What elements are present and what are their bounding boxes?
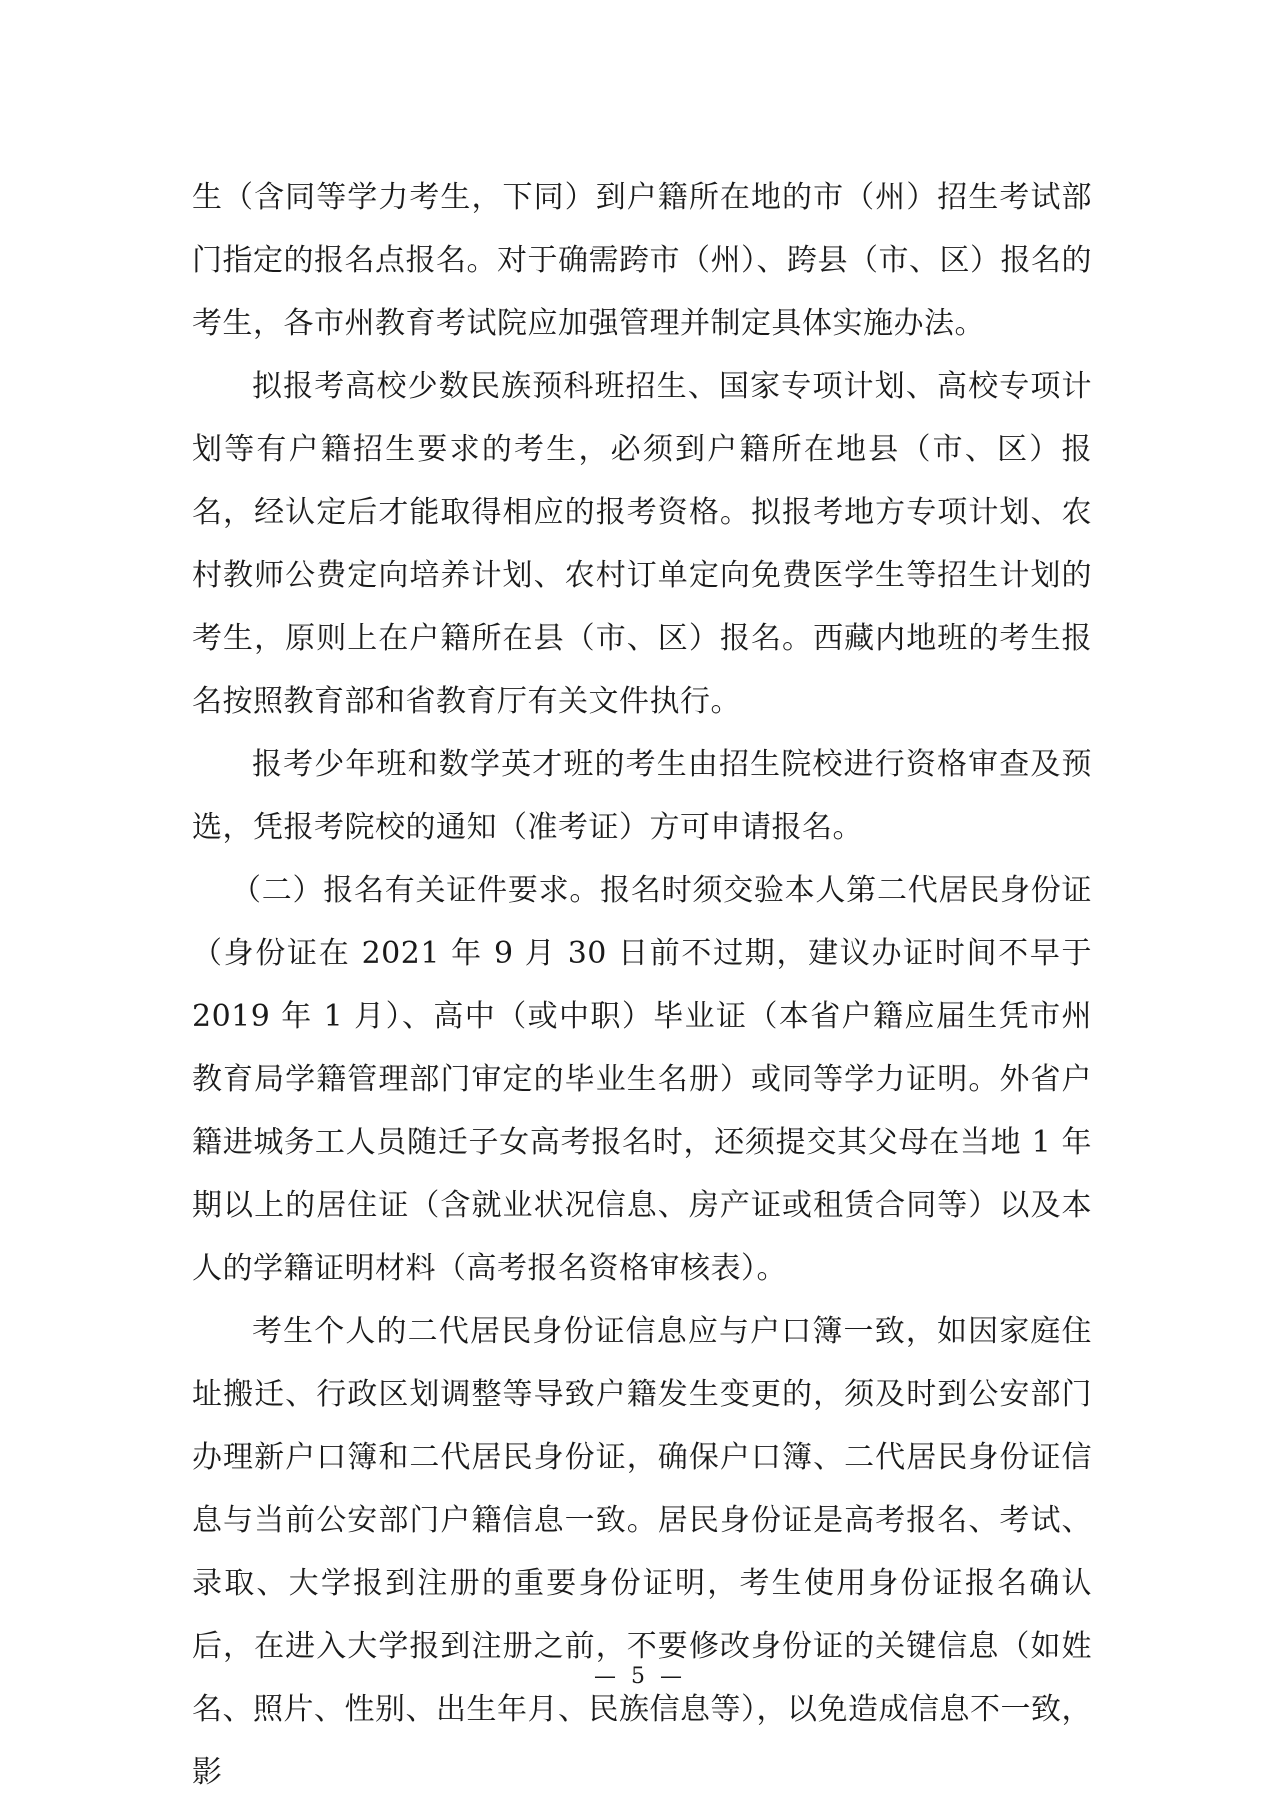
paragraph-id-requirements: （二）报名有关证件要求。报名时须交验本人第二代居民身份证（身份证在 2021 年 9 月 30 日前不过期，建议办证时间不早于 2019 年 1 月）、高中（或中职）毕业证（本省户籍应届生凭市州教育局学籍管理部门审定的毕业生名册）或同等学力证明。外省户籍进城务工人员随迁子女高考报名时，还须提交其父母在当地 1 年期以上的居住证（含就业状况信息、房产证或租赁合同等）以及本人的学籍证明材料（高考报名资格审核表）。	[192, 873, 1092, 1286]
paragraph-id-consistency: 考生个人的二代居民身份证信息应与户口簿一致，如因家庭住址搬迁、行政区划调整等导致户籍发生变更的，须及时到公安部门办理新户口簿和二代居民身份证，确保户口簿、二代居民身份证信息与当前公安部门户籍信息一致。居民身份证是高考报名、考试、录取、大学报到注册的重要身份证明，考生使用身份证报名确认后，在进入大学报到注册之前，不要修改身份证的关键信息（如姓名、照片、性别、出生年月、民族信息等），以免造成信息不一致，影	[192, 1314, 1092, 1790]
paragraph-registration-location: 生（含同等学力考生，下同）到户籍所在地的市（州）招生考试部门指定的报名点报名。对于确需跨市（州）、跨县（市、区）报名的考生，各市州教育考试院应加强管理并制定具体实施办法。	[192, 180, 1092, 341]
page-number: — 5 —	[594, 1664, 686, 1689]
paragraph-special-plans: 拟报考高校少数民族预科班招生、国家专项计划、高校专项计划等有户籍招生要求的考生，必须到户籍所在地县（市、区）报名，经认定后才能取得相应的报考资格。拟报考地方专项计划、农村教师公费定向培养计划、农村订单定向免费医学生等招生计划的考生，原则上在户籍所在县（市、区）报名。西藏内地班的考生报名按照教育部和省教育厅有关文件执行。	[192, 369, 1092, 719]
document-body	[192, 166, 1092, 1804]
paragraph-youth-class: 报考少年班和数学英才班的考生由招生院校进行资格审查及预选，凭报考院校的通知（准考证）方可申请报名。	[192, 747, 1092, 845]
